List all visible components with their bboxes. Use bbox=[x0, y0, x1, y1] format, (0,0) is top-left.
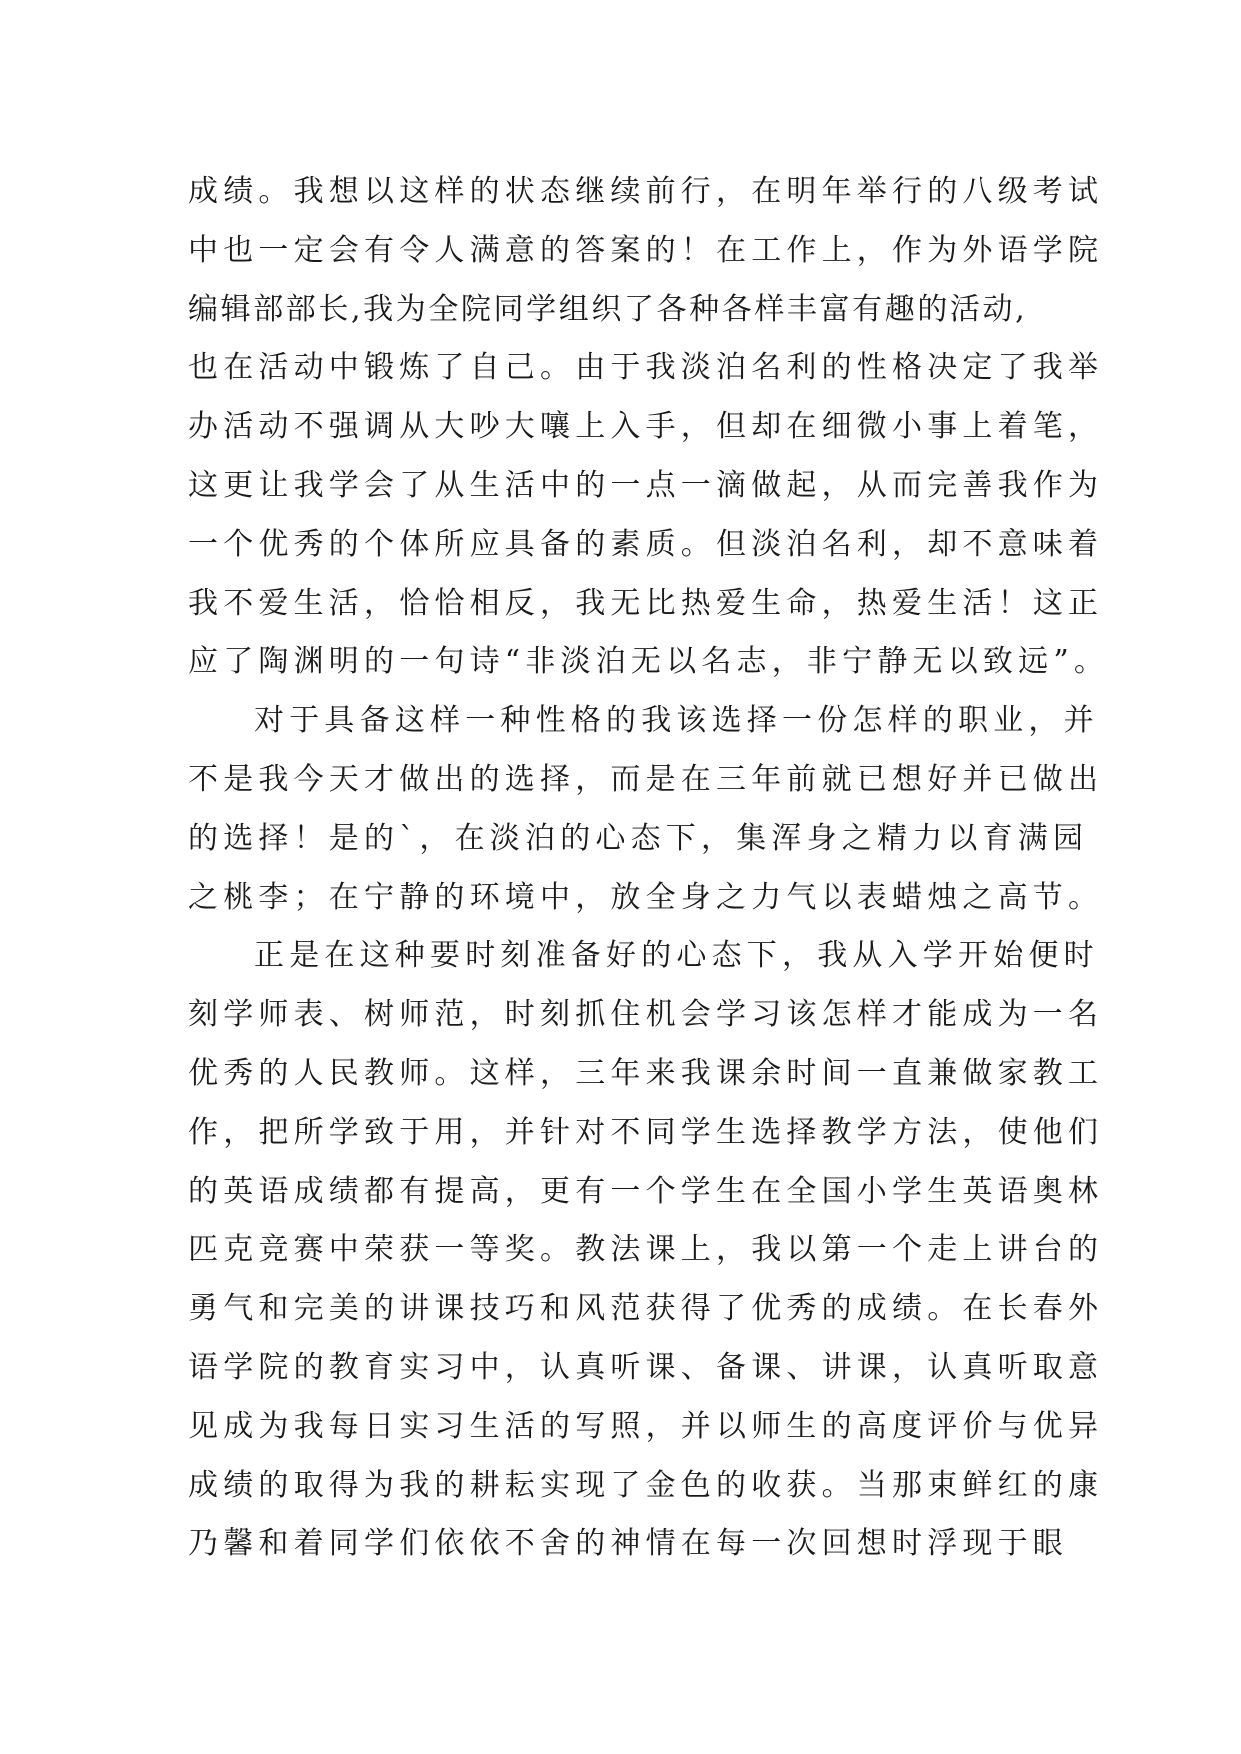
text-line: 之桃李；在宁静的环境中，放全身之力气以表蜡烛之高节。 bbox=[188, 879, 1104, 915]
text-line: 作，把所学致于用，并针对不同学生选择教学方法，使他们 bbox=[188, 1114, 1104, 1150]
body-text bbox=[188, 163, 1110, 1574]
text-line: 办活动不强调从大吵大嚷上入手，但却在细微小事上着笔， bbox=[188, 409, 1104, 445]
text-line: 这更让我学会了从生活中的一点一滴做起，从而完善我作为 bbox=[188, 467, 1104, 503]
text-line: 我不爱生活，恰恰相反，我无比热爱生命，热爱生活！这正 bbox=[188, 585, 1104, 621]
text-line: 的选择！是的`，在淡泊的心态下，集浑身之精力以育满园 bbox=[188, 820, 1089, 856]
text-line: 应了陶渊明的一句诗“非淡泊无以名志，非宁静无以致远”。 bbox=[188, 644, 1110, 680]
text-line: 也在活动中锻炼了自己。由于我淡泊名利的性格决定了我举 bbox=[188, 350, 1104, 386]
text-line: 中也一定会有令人满意的答案的！在工作上，作为外语学院 bbox=[188, 232, 1104, 268]
text-line: 不是我今天才做出的选择，而是在三年前就已想好并已做出 bbox=[188, 761, 1104, 797]
paragraph-start-line: 对于具备这样一种性格的我该选择一份怎样的职业，并 bbox=[254, 703, 1099, 739]
text-line: 的英语成绩都有提高，更有一个学生在全国小学生英语奥林 bbox=[188, 1173, 1104, 1209]
paragraph-start-line: 正是在这种要时刻准备好的心态下，我从入学开始便时 bbox=[254, 938, 1099, 974]
text-line: 见成为我每日实习生活的写照，并以师生的高度评价与优异 bbox=[188, 1408, 1104, 1444]
text-line: 一个优秀的个体所应具备的素质。但淡泊名利，却不意味着 bbox=[188, 526, 1104, 562]
text-line: 语学院的教育实习中，认真听课、备课、讲课，认真听取意 bbox=[188, 1349, 1104, 1385]
text-line: 优秀的人民教师。这样，三年来我课余时间一直兼做家教工 bbox=[188, 1055, 1104, 1091]
text-line: 编辑部部长,我为全院同学组织了各种各样丰富有趣的活动, bbox=[188, 291, 1028, 327]
text-line: 成绩的取得为我的耕耘实现了金色的收获。当那束鲜红的康 bbox=[188, 1467, 1104, 1503]
text-line: 刻学师表、树师范，时刻抓住机会学习该怎样才能成为一名 bbox=[188, 997, 1104, 1033]
text-line: 勇气和完美的讲课技巧和风范获得了优秀的成绩。在长春外 bbox=[188, 1291, 1104, 1327]
text-line: 匹克竞赛中荣获一等奖。教法课上，我以第一个走上讲台的 bbox=[188, 1232, 1104, 1268]
text-line: 乃馨和着同学们依依不舍的神情在每一次回想时浮现于眼 bbox=[188, 1526, 1068, 1562]
text-line: 成绩。我想以这样的状态继续前行，在明年举行的八级考试 bbox=[188, 174, 1104, 209]
